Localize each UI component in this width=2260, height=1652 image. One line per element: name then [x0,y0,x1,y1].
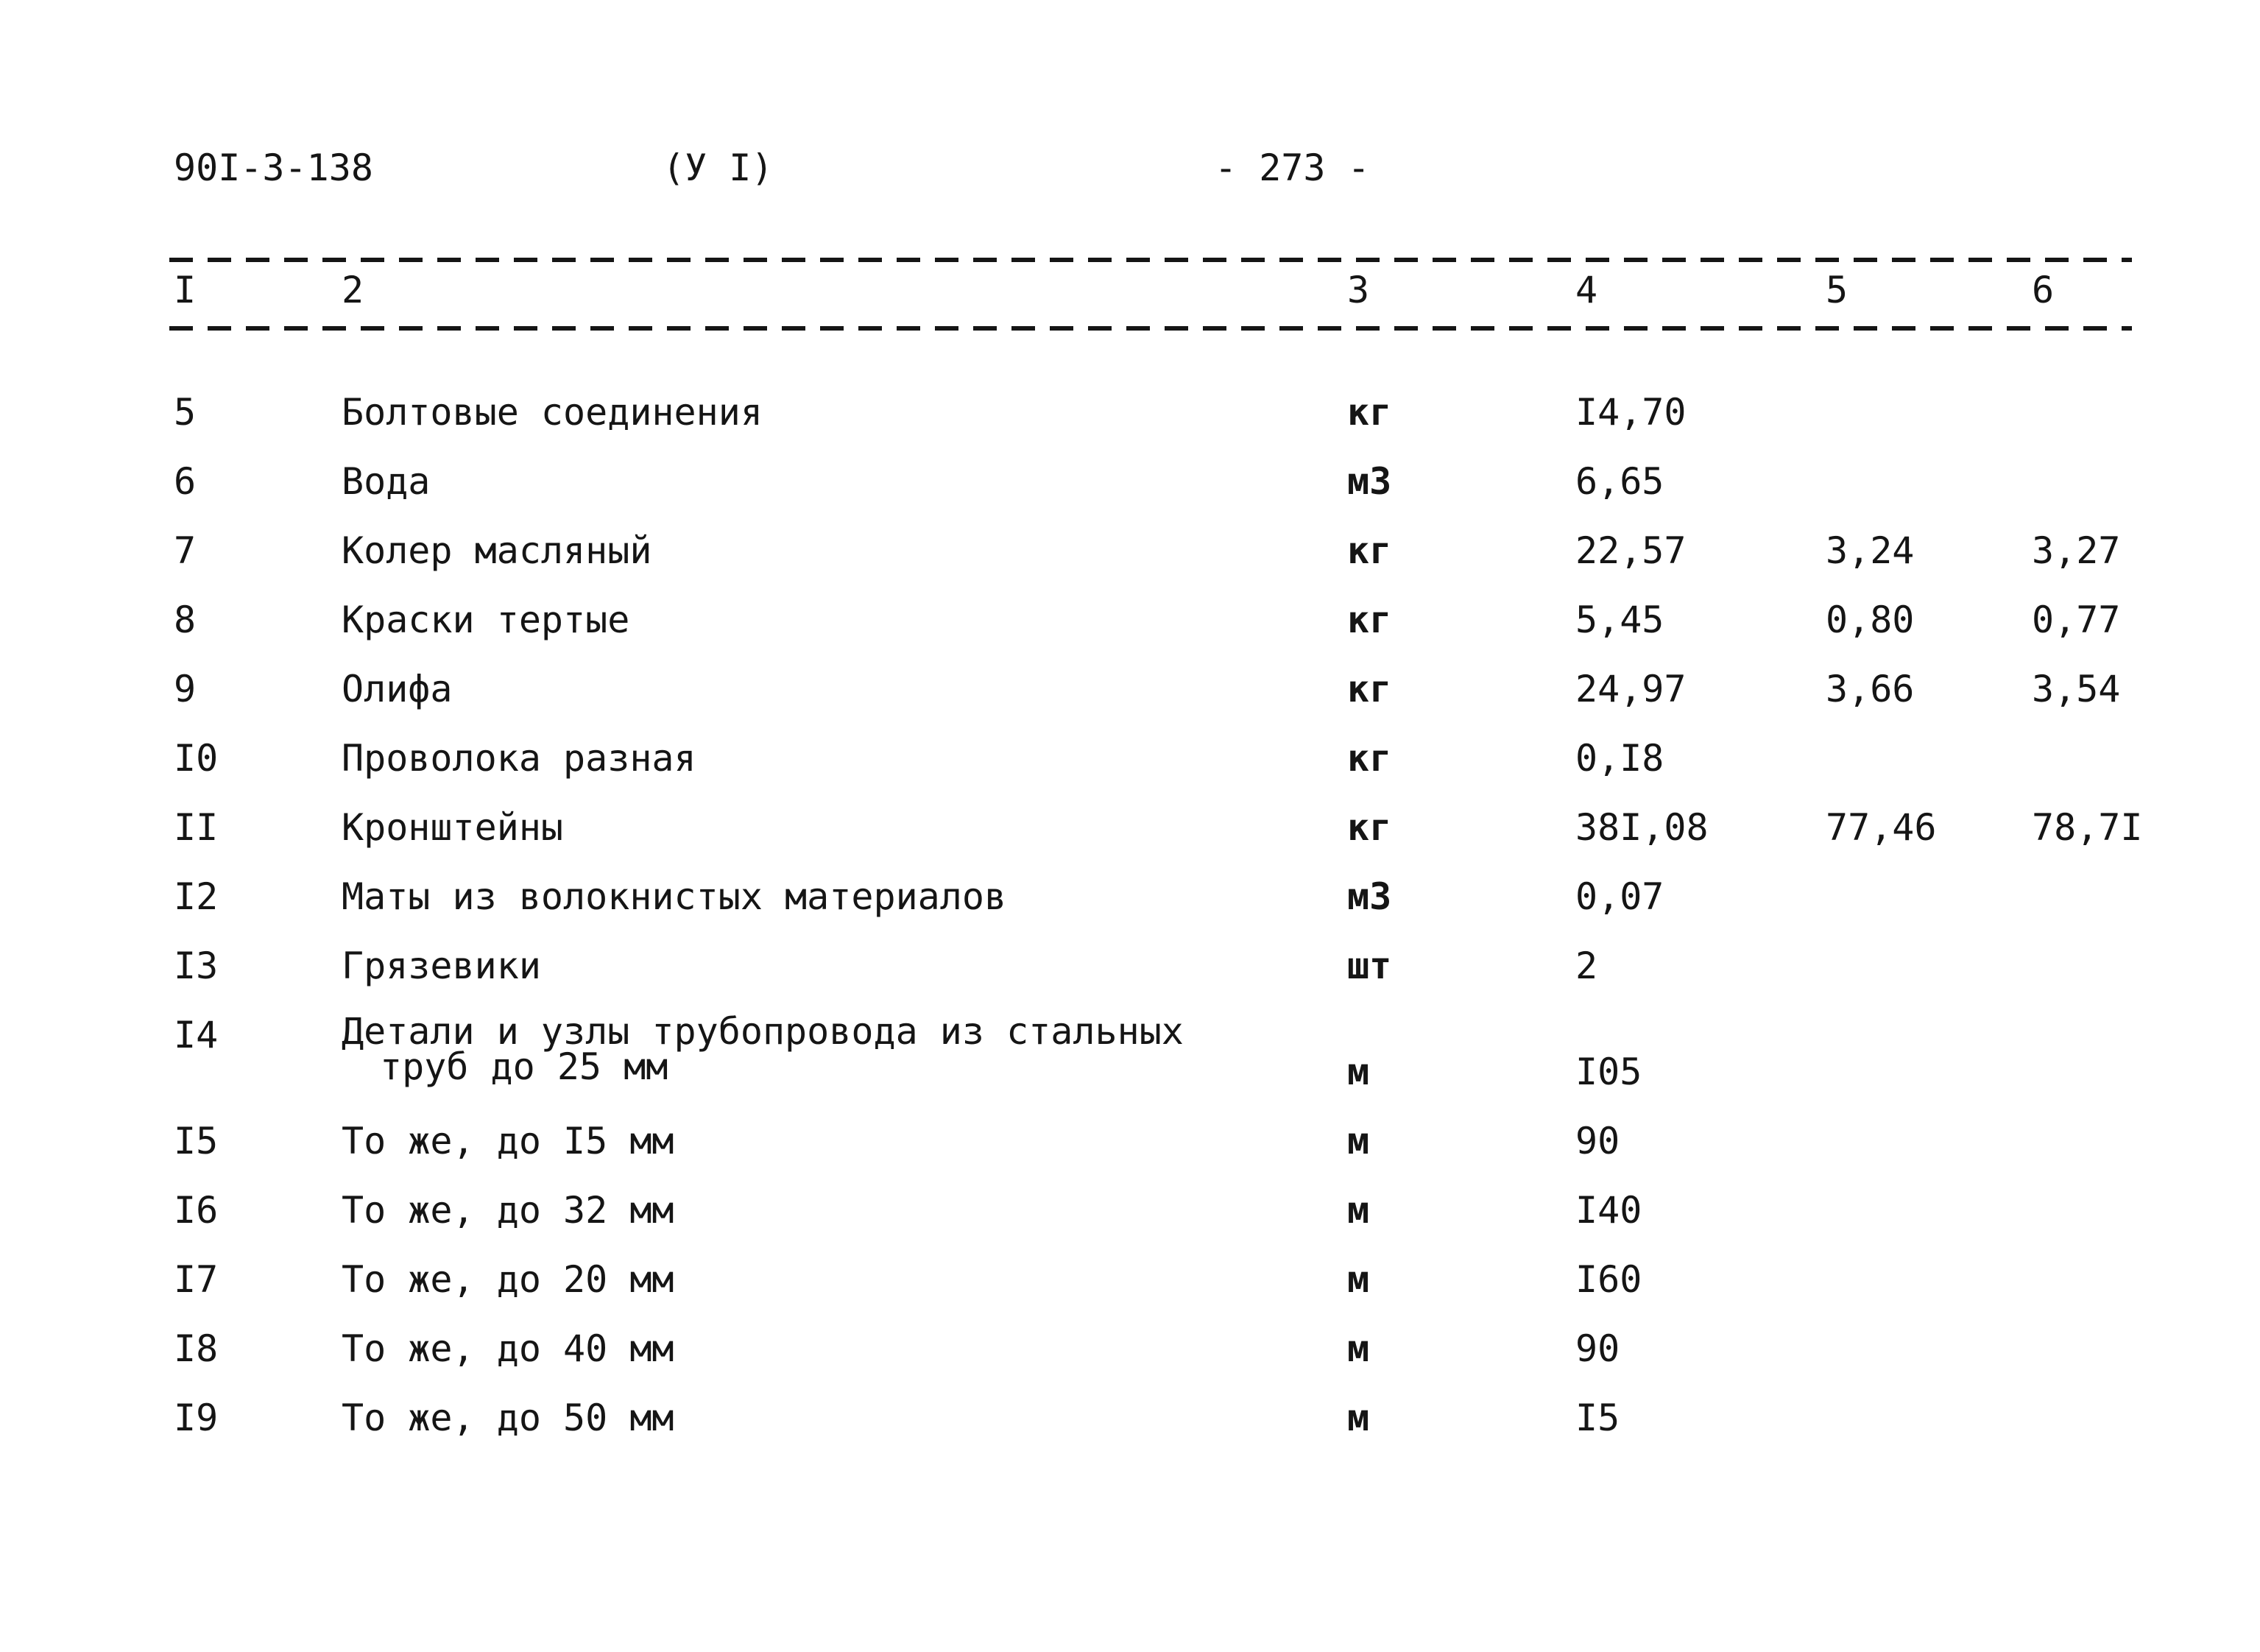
material-name: Краски тертые [342,599,630,641]
row-number: I4 [174,1014,219,1056]
table-row [0,944,2260,995]
quantity-col4: I05 [1575,1051,1642,1093]
quantity-col6: 0,77 [2032,599,2121,641]
material-name: Кронштейны [342,806,564,849]
material-name: То же, до 20 мм [342,1258,674,1301]
unit: кг [1347,737,1392,780]
table-row [0,667,2260,719]
quantity-col5: 0,80 [1826,599,1915,641]
row-number: I8 [174,1327,219,1370]
document-code: 90I-3-138 [174,147,373,189]
quantity-col6: 78,7I [2032,806,2143,849]
quantity-col5: 3,24 [1826,529,1915,572]
table-row [0,1188,2260,1240]
unit: м [1347,1397,1370,1439]
column-header-1: I [174,269,197,311]
table-row [0,875,2260,926]
table-row [0,598,2260,649]
table-row [0,1010,2260,1101]
quantity-col6: 3,54 [2032,668,2121,710]
quantity-col4: 24,97 [1575,668,1687,710]
quantity-col4: 6,65 [1575,460,1664,503]
unit: м3 [1347,460,1392,503]
row-number: I9 [174,1397,219,1439]
dashed-rule-top [169,258,2132,262]
material-name: То же, до 32 мм [342,1189,674,1232]
quantity-col4: I4,70 [1575,391,1687,434]
material-name: Колер масляный [342,529,652,572]
quantity-col6: 3,27 [2032,529,2121,572]
row-number: 7 [174,529,197,572]
dashed-rule-bottom [169,326,2132,331]
row-number: I3 [174,945,219,987]
row-number: I2 [174,875,219,918]
row-number: I6 [174,1189,219,1232]
table-row [0,1257,2260,1309]
quantity-col4: 90 [1575,1120,1620,1162]
material-name-line-1: Детали и узлы трубопровода из стальных [342,1010,1184,1053]
unit: м [1347,1120,1370,1162]
material-name [342,1010,1184,1088]
material-name: Маты из волокнистых материалов [342,875,1007,918]
row-number: 9 [174,668,197,710]
row-number: I7 [174,1258,219,1301]
row-number: II [174,806,219,849]
column-header-3: 3 [1347,269,1370,311]
column-header-2: 2 [342,269,364,311]
column-header-6: 6 [2032,269,2055,311]
quantity-col4: 90 [1575,1327,1620,1370]
material-name: Грязевики [342,945,541,987]
table-row [0,805,2260,857]
quantity-col4: I5 [1575,1397,1620,1439]
table-row [0,1327,2260,1378]
quantity-col4: 5,45 [1575,599,1664,641]
unit: шт [1347,945,1392,987]
row-number: 5 [174,391,197,434]
quantity-col5: 77,46 [1826,806,1937,849]
quantity-col4: I40 [1575,1189,1642,1232]
material-name: Болтовые соединения [342,391,763,434]
table-row [0,1119,2260,1171]
material-name-line-2: труб до 25 мм [380,1045,668,1088]
unit: кг [1347,806,1392,849]
row-number: I5 [174,1120,219,1162]
unit: м [1347,1327,1370,1370]
table-row [0,529,2260,580]
quantity-col5: 3,66 [1826,668,1915,710]
quantity-col4: 38I,08 [1575,806,1709,849]
table-row [0,459,2260,511]
document-volume: (У I) [663,147,774,189]
row-number: 6 [174,460,197,503]
material-name: Олифа [342,668,453,710]
quantity-col4: 2 [1575,945,1598,987]
material-name: То же, до 50 мм [342,1397,674,1439]
material-name: Вода [342,460,431,503]
unit: м [1347,1051,1370,1093]
unit: кг [1347,529,1392,572]
unit: м [1347,1189,1370,1232]
material-name: Проволока разная [342,737,696,780]
quantity-col4: 0,I8 [1575,737,1664,780]
quantity-col4: 0,07 [1575,875,1664,918]
unit: м3 [1347,875,1392,918]
table-row [0,1396,2260,1447]
table-row [0,390,2260,442]
unit: м [1347,1258,1370,1301]
table-row [0,736,2260,788]
row-number: 8 [174,599,197,641]
row-number: I0 [174,737,219,780]
unit: кг [1347,668,1392,710]
column-header-5: 5 [1826,269,1848,311]
unit: кг [1347,599,1392,641]
material-name: То же, до I5 мм [342,1120,674,1162]
unit: кг [1347,391,1392,434]
column-header-4: 4 [1575,269,1598,311]
material-name: То же, до 40 мм [342,1327,674,1370]
quantity-col4: 22,57 [1575,529,1687,572]
page-number: - 273 - [1215,147,1370,189]
quantity-col4: I60 [1575,1258,1642,1301]
